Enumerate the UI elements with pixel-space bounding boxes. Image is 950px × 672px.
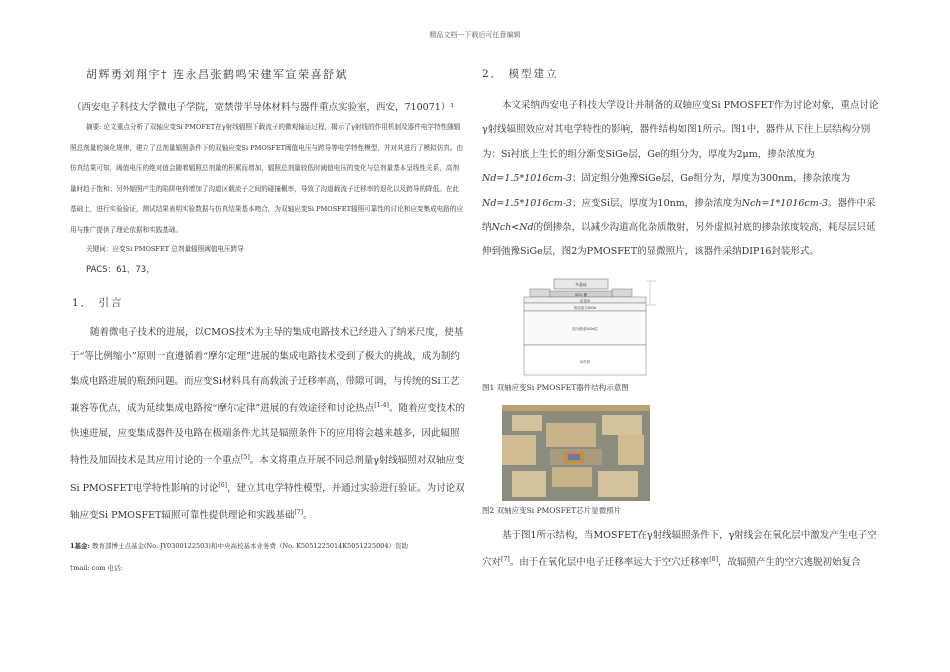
funding-note [70, 541, 465, 550]
intro-text-d: ，建立其电学特性模型，并通过实验进行验证。为讨论双轴应变Si PMOSFET辐照可靠性提供理论和实践基础 [70, 482, 465, 522]
citation: [7] [501, 556, 510, 564]
model-paragraph-2 [482, 524, 882, 576]
affiliation: （西安电子科技大学微电子学院，宽禁带半导体材料与器件重点实验室，西安，710071）¹ [72, 102, 455, 113]
model-text-d: 。器件中采纳 [482, 197, 876, 234]
model-text-e: 的倒掺杂，以减少沟道高化杂质散射，另外虚拟衬底的掺杂浓度较高，耗尽层只延伸到弛豫SiGe层，图2为PMOSFET的显微照片，该器件采纳DIP16封装形式。 [482, 222, 876, 258]
intro-text-b: 。随着应变技术的快速进展，应变集成器件及电路在极端条件尤其是辐照条件下的应用将会越来越多，因此辐照特性及加固技术是其应用讨论的一个重点 [70, 403, 465, 467]
equation: Nd=1.5*1016cm-3 [482, 197, 572, 209]
funding-text: 教育部博士点基金(No. JY0300122503)和中央高校基本业务费（No. K5051225014K5051225004）资助 [89, 541, 408, 550]
label-strained-si: 应变Si [579, 298, 591, 303]
figure-1-caption: 图1 双轴应变Si PMOSFET器件结构示意图 [482, 382, 629, 392]
figure-2-micrograph [502, 405, 650, 501]
intro-text-a: 随着微电子技术的进展，以CMOS技术为主导的集成电路技术已经进入了纳米尺度，使基于“等比例缩小”原则一直遵循着“摩尔定理”进展的集成电路技术受到了极大的挑战，成为制约集成电路进展的瓶颈问题。而应变Si材料具有高载流子迁移率高，带隙可调，与传统的Si工艺兼容等优点，成为延续集成电路按“摩尔定律”进展的有效途径和讨论热点 [70, 327, 464, 415]
author-list: 胡辉勇刘翔宇† 连永昌张鹤鸣宋建军宣荣喜舒斌 [86, 68, 348, 81]
funding-label: 1基金: [70, 541, 90, 550]
pacs: PACS：61，73， [86, 265, 155, 275]
citation: [8] [709, 556, 718, 564]
figure-1-device-structure [510, 275, 660, 378]
label-graded-sige: 组分渐变SiGe层 [572, 326, 598, 331]
model-text-a: 本文采纳西安电子科技大学设计并制备的双轴应变Si PMOSFET作为讨论对象，重点讨论γ射线辐照效应对其电学特性的影响，器件结构如图1所示。图1中，器件从下往上层结构分别为：Si衬底上生长的组分渐变SiGe层，Ge的组分为，厚度为2μm，掺杂浓度为 [482, 100, 879, 160]
intro-text-c: 。本文将重点开展不同总剂量γ射线辐照对双轴应变Si PMOSFET电学特性影响的讨论 [70, 455, 465, 494]
left-column [70, 60, 465, 572]
model2-text-a: 基于图1所示结构，当MOSFET在γ射线辐照条件下，γ射线会在氧化层中激发产生电子空穴对 [482, 529, 877, 569]
chip-micrograph [502, 405, 650, 501]
label-fixed-sige: 固定组分SiGe [573, 305, 597, 310]
intro-paragraph [70, 321, 465, 529]
equation: Nch<Nd [491, 222, 534, 234]
model-text-b: ；固定组分弛豫SiGe层，Ge组分为，厚度为300nm，掺杂浓度为 [571, 173, 851, 185]
model2-text-b: 。由于在氧化层中电子迁移率远大于空穴迁移率 [509, 557, 710, 569]
figure-2-caption: 图2 双轴应变Si PMOSFET芯片显微照片 [482, 505, 622, 515]
page-header: 精品文档---下载后可任意编辑 [429, 31, 521, 39]
section-2-heading: 2． 模型建立 [482, 68, 559, 80]
abstract-text: 摘要: 论文重点分析了双轴应变Si PMOFET在γ射线辐照下载流子的微观输运过程，揭示了γ射线的作用机制及器件电学特性随辐照总剂量的演化规律，建立了总剂量辐照条件下的双轴应变Si PMOSFET阈值电压与跨导等电学特性模型，并对其进行了模拟仿真。由仿真结果可知，阈值电压的绝对值会随着辐照总剂量的积累而增加，辐照总剂量较低时阈值电压的变化与总剂量基本呈线性关系，高剂量时趋于饱和；另外辐照产生的陷阱电荷增加了沟道区载流子之间的碰撞概率，导致了沟道载流子迁移率的退化以及跨导的降低。在此基础上，进行实验验证，测试结果表明实验数据与仿真结果基本吻合，为双轴应变Si PMOSFET辐照可靠性的讨论和应变集成电路的应用与推广提供了理论依据和实践基础。 [70, 123, 464, 234]
model-text-c: ；应变Si层，厚度为10nm，掺杂浓度为 [571, 197, 742, 209]
model-paragraph [482, 94, 882, 265]
label-gate: 多晶硅 [575, 281, 587, 287]
equation: Nd=1.5*1016cm-3 [482, 173, 572, 185]
device-structure-diagram [510, 275, 660, 378]
abstract [70, 117, 465, 240]
citation: [5] [241, 454, 250, 462]
right-column [482, 60, 882, 576]
citation: [7] [294, 509, 304, 517]
equation: Nch=1*1016cm-3 [741, 197, 829, 209]
citation: [6] [218, 481, 228, 489]
section-1-heading: 1． 引言 [72, 297, 124, 309]
label-oxide: SiO₂ 栅 [575, 292, 587, 297]
keywords: 关键词：应变Si PMOSFET 总剂量辐照阈值电压跨导 [86, 245, 244, 253]
author-email: †mail: com 电话: [70, 563, 123, 572]
citation: [1-4] [374, 402, 389, 410]
model2-text-c: ，故辐照产生的空穴逃脱初始复合 [718, 557, 861, 569]
label-substrate: Si衬底 [579, 359, 591, 364]
intro-text-e: 。 [303, 510, 313, 522]
